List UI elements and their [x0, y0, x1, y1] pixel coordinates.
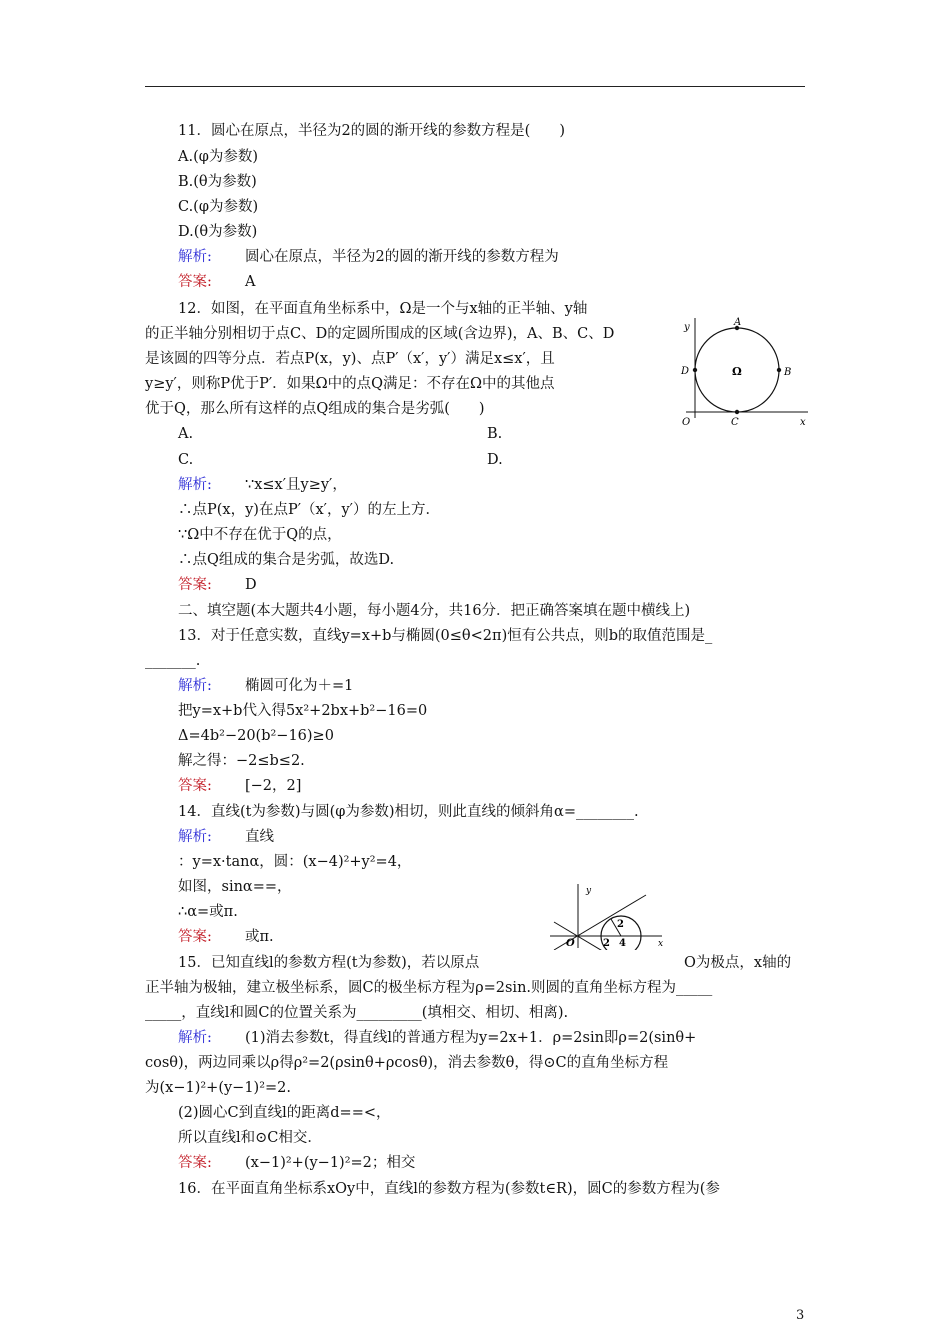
q11-stem: 11．圆心在原点，半径为2的圆的渐开线的参数方程是( ): [178, 123, 565, 139]
q12-analysis-line-2: ∴点P(x，y)在点P′（x′，y′）的左上方．: [178, 502, 440, 518]
q14-step-3: ∴α=或π.: [178, 904, 238, 920]
q12-label-y: y: [684, 322, 690, 333]
q14-label-four: 4: [619, 938, 626, 949]
q15-analysis-line-5: 所以直线l和⊙C相交．: [178, 1130, 322, 1146]
q14-label-radius: 2: [617, 919, 624, 930]
q13-analysis-text: 椭圆可化为＋=1: [245, 678, 354, 694]
q14-label-x: x: [658, 939, 664, 949]
q11-answer-text: A: [245, 274, 256, 290]
q14-label-two: 2: [603, 938, 610, 949]
q12-label-origin: O: [682, 417, 691, 428]
q14-analysis-text: 直线: [245, 829, 274, 845]
q11-analysis-label: 解析:: [178, 249, 212, 265]
q15-analysis-line-2: cosθ)，两边同乘以ρ得ρ²=2(ρsinθ+ρcosθ)，消去参数θ，得⊙C的直角坐标方程: [145, 1055, 669, 1071]
q14-step-2: 如图，sinα==，: [178, 879, 292, 895]
q12-line-2: 的正半轴分别相切于点C、D的定圆所围成的区域(含边界)，A、B、C、D: [145, 326, 615, 342]
q12-answer-label: 答案:: [178, 577, 212, 593]
q13-step-1: 把y=x+b代入得5x²+2bx+b²−16=0: [178, 703, 428, 719]
q12-analysis-line-1: ∵x≤x′且y≥y′，: [245, 477, 347, 493]
q13-analysis-label: 解析:: [178, 678, 212, 694]
q14-label-y: y: [586, 886, 592, 896]
q12-figure: [674, 314, 818, 432]
q15-analysis-line-4: (2)圆心C到直线l的距离d==<，: [178, 1105, 391, 1121]
q12-point-b: [777, 368, 781, 372]
q15-line-2: 正半轴为极轴，建立极坐标系，圆C的极坐标方程为ρ=2sin.则圆的直角坐标方程为_____: [145, 980, 713, 996]
q11-option-b: B.(θ为参数): [178, 174, 257, 190]
q11-option-a: A.(φ为参数): [178, 149, 259, 165]
q11-answer-label: 答案:: [178, 274, 212, 290]
header-rule: [145, 86, 805, 87]
q12-answer-text: D: [245, 577, 257, 593]
q12-line-4: y≥y′，则称P优于P′．如果Ω中的点Q满足：不存在Ω中的其他点: [145, 376, 555, 392]
q12-point-d: [693, 368, 697, 372]
q12-label-x: x: [800, 417, 806, 428]
q12-analysis-line-4: ∴点Q组成的集合是劣弧，故选D.: [178, 552, 395, 568]
q12-option-a: A.: [178, 426, 194, 442]
q13-step-3: 解之得：−2≤b≤2.: [178, 753, 305, 769]
q12-label-c: C: [731, 417, 739, 428]
q11-option-c: C.(φ为参数): [178, 199, 259, 215]
q15-answer-text: (x−1)²+(y−1)²=2；相交: [245, 1155, 416, 1171]
q14-figure: [546, 880, 670, 950]
q12-option-d: D.: [487, 452, 503, 468]
q11-option-d: D.(θ为参数): [178, 224, 258, 240]
q12-analysis-line-3: ∵Ω中不存在优于Q的点，: [178, 527, 342, 543]
q12-point-c: [735, 410, 739, 414]
q15-line-1-right: O为极点，x轴的: [684, 955, 792, 971]
q15-analysis-line-1: (1)消去参数t，得直线l的普通方程为y=2x+1．ρ=2sin即ρ=2(sinθ+: [245, 1030, 697, 1046]
q15-line-3: _____，直线l和圆C的位置关系为_________(填相交、相切、相离).: [145, 1005, 569, 1021]
q15-analysis-label: 解析:: [178, 1030, 212, 1046]
q12-label-d: D: [681, 366, 690, 377]
page-number: 3: [796, 1308, 805, 1323]
q12-label-b: B: [784, 367, 792, 378]
q11-analysis-text: 圆心在原点，半径为2的圆的渐开线的参数方程为: [245, 249, 559, 265]
q14-answer-label: 答案:: [178, 929, 212, 945]
q12-option-b: B.: [487, 426, 503, 442]
q12-line-1: 12．如图，在平面直角坐标系中，Ω是一个与x轴的正半轴、y轴: [178, 301, 588, 317]
q13-answer-text: [−2，2]: [245, 778, 302, 794]
q12-analysis-label: 解析:: [178, 477, 212, 493]
q13-line-2: _______.: [145, 653, 201, 669]
q14-stem: 14．直线(t为参数)与圆(φ为参数)相切，则此直线的倾斜角α=________.: [178, 804, 639, 820]
q12-label-omega: Ω: [732, 365, 742, 378]
q13-answer-label: 答案:: [178, 778, 212, 794]
q13-line-1: 13．对于任意实数，直线y=x+b与椭圆(0≤θ<2π)恒有公共点，则b的取值范围是_: [178, 628, 713, 644]
q12-option-c: C.: [178, 452, 194, 468]
q12-line-5: 优于Q，那么所有这样的点Q组成的集合是劣弧( ): [145, 401, 485, 417]
q16-line-1: 16．在平面直角坐标系xOy中，直线l的参数方程为(参数t∈R)，圆C的参数方程为(参: [178, 1181, 720, 1197]
q14-step-1: ：y=x·tanα，圆：(x−4)²+y²=4，: [178, 854, 412, 870]
q14-answer-text: 或π.: [245, 929, 274, 945]
q12-label-a: A: [734, 317, 742, 328]
q15-answer-label: 答案:: [178, 1155, 212, 1171]
q14-analysis-label: 解析:: [178, 829, 212, 845]
q12-line-3: 是该圆的四等分点．若点P(x，y)、点P′（x′，y′）满足x≤x′，且: [145, 351, 555, 367]
section-2-heading: 二、填空题(本大题共4小题，每小题4分，共16分．把正确答案填在题中横线上): [178, 603, 691, 619]
q14-label-origin: O: [566, 938, 575, 949]
q15-line-1-left: 15．已知直线l的参数方程(t为参数)，若以原点: [178, 955, 480, 971]
q13-step-2: Δ=4b²−20(b²−16)≥0: [178, 728, 334, 744]
q15-analysis-line-3: 为(x−1)²+(y−1)²=2.: [145, 1080, 292, 1096]
